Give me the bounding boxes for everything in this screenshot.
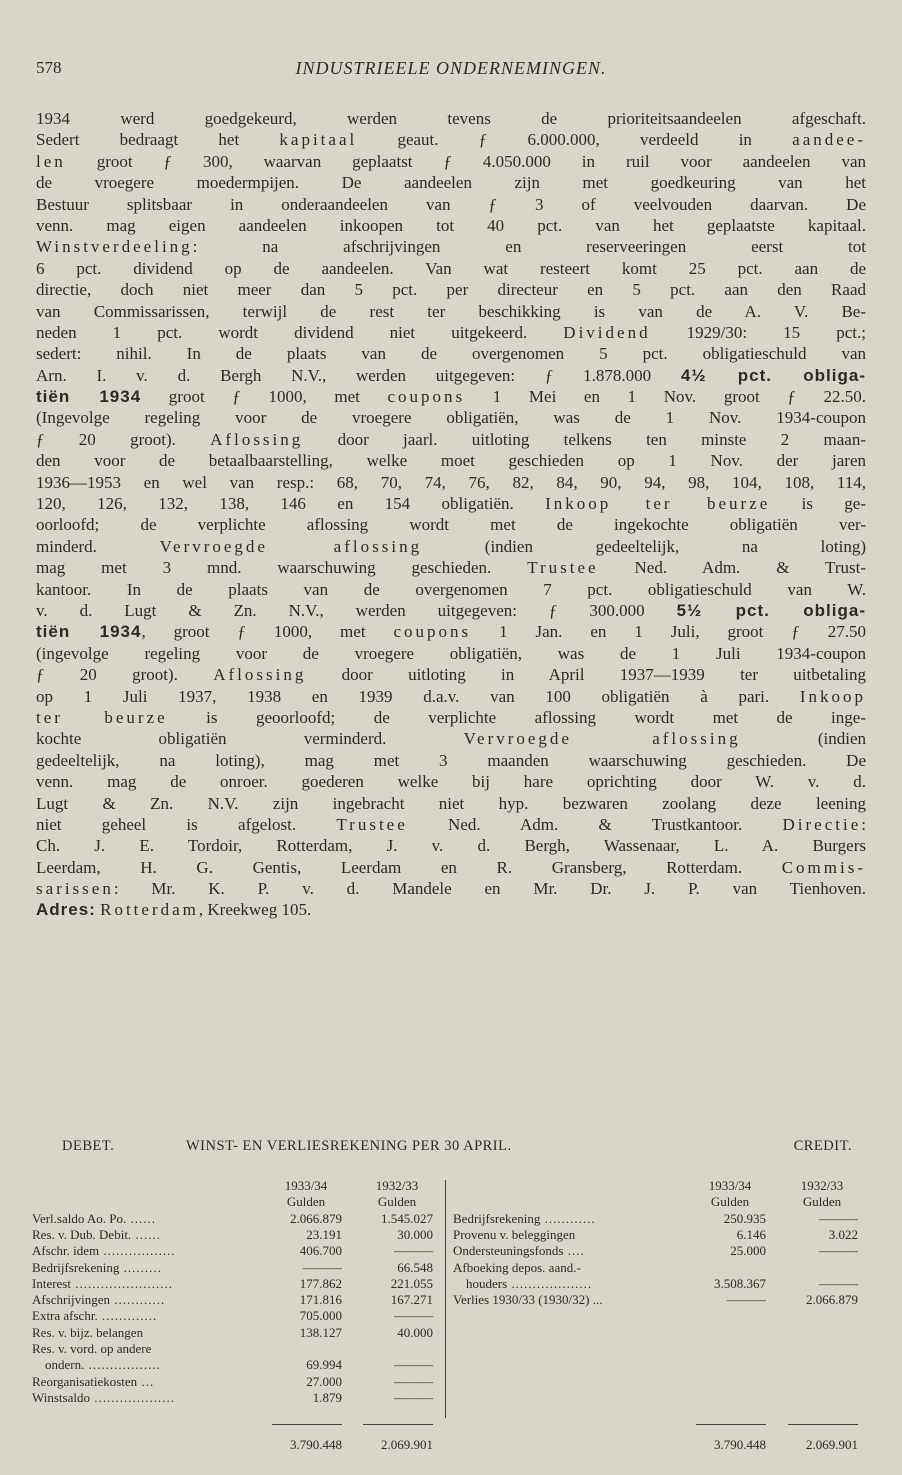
spaced-emphasis-text: Dividend	[563, 322, 651, 342]
credit-total-rule-current	[696, 1424, 766, 1425]
debit-row-label-text: Afschr. idem	[32, 1243, 100, 1259]
text-line	[36, 728, 866, 749]
text-line	[36, 194, 866, 215]
text-run: geaut. ƒ 6.000.000, verdeeld in	[357, 130, 793, 150]
credit-row-label	[453, 1292, 694, 1308]
text-run: sedert: nihil. In de plaats van de overgenomen 5 pct. obligatieschuld van	[36, 344, 866, 364]
bold-heading-text: 5½ pct. obliga-	[676, 600, 866, 620]
debit-row-label-text: Res. v. Dub. Debit.	[32, 1226, 132, 1242]
text-run: gedeeltelijk, na loting), mag met 3 maanden waarschuwing geschieden. De	[36, 750, 866, 770]
text-run: 1934 werd goedgekeurd, werden tevens de prioriteitsaandeelen afgeschaft.	[36, 109, 866, 128]
debit-row-label-text: Res. v. vord. op andere	[32, 1341, 152, 1356]
text-run: Arn. I. v. d. Bergh N.V., werden uitgegeven: ƒ 1.878.000	[36, 365, 681, 385]
debit-row-label-text: Bedrijfsrekening	[32, 1259, 120, 1275]
spaced-emphasis-text: ter beurze	[36, 707, 168, 727]
text-line	[36, 322, 866, 343]
text-line	[36, 621, 866, 642]
debit-value-previous: 40.000	[397, 1324, 433, 1340]
text-run: venn. mag de onroer. goederen welke bij hare oprichting door W. v. d.	[36, 772, 866, 792]
text-line	[36, 279, 866, 300]
debit-row-label	[32, 1227, 270, 1243]
text-line	[36, 514, 866, 535]
leader-dots: ...................	[507, 1275, 593, 1291]
spaced-emphasis-text: Aflossing	[210, 429, 304, 449]
statement-title: WINST- EN VERLIESREKENING PER 30 APRIL.	[186, 1138, 512, 1154]
credit-row-label	[453, 1211, 694, 1227]
spaced-emphasis-text: Winstverdeeling	[36, 237, 193, 257]
debit-row-label-text: Reorganisatiekosten	[32, 1373, 138, 1389]
text-run: mag met 3 mnd. waarschuwing geschieden.	[36, 558, 528, 578]
leader-dots: ............	[540, 1210, 596, 1226]
text-line	[36, 857, 866, 878]
text-line	[36, 835, 866, 856]
credit-total-rule-previous	[788, 1424, 858, 1425]
debit-value-current: 171.816	[299, 1292, 342, 1308]
text-run: , groot ƒ 1000, met	[141, 622, 394, 642]
text-run: ƒ 20 groot).	[36, 429, 211, 449]
text-line	[36, 579, 866, 600]
text-run: den voor de betaalbaarstelling, welke moet geschieden op 1 Nov. der jaren	[36, 451, 866, 471]
text-line	[36, 750, 866, 771]
leader-dots: ...................	[89, 1389, 175, 1405]
debit-total-current: 3.790.448	[290, 1437, 342, 1452]
debit-label: DEBET.	[62, 1138, 115, 1154]
debit-row-label-text: Verl.saldo Ao. Po.	[32, 1210, 127, 1226]
debit-row-label	[32, 1243, 270, 1259]
leader-dots: ......	[126, 1210, 156, 1226]
text-run: (ingevolge regeling voor de vroegere obligatiën, was de 1 Juli 1934-coupon	[36, 643, 866, 663]
credit-row-label-text: Verlies 1930/33 (1930/32) ...	[453, 1292, 603, 1308]
debit-row-label	[32, 1390, 270, 1406]
text-line	[36, 129, 866, 150]
column-divider	[445, 1180, 446, 1418]
text-run: de vroegere moedermpijen. De aandeelen zijn met goedkeuring van het	[36, 173, 866, 193]
debit-unit-previous: Gulden	[377, 1194, 417, 1210]
text-run: ƒ 20 groot).	[36, 665, 214, 685]
spaced-emphasis-text: aandee-	[792, 130, 866, 150]
credit-row-label-text: houders	[453, 1275, 508, 1291]
leader-dots: ............	[109, 1292, 166, 1308]
text-run: oorloofd; de verplichte aflossing wordt met de ingekochte obligatiën ver-	[36, 515, 866, 535]
debit-row-label	[32, 1292, 270, 1308]
text-run: 120, 126, 132, 138, 146 en 154 obligatiën.	[36, 494, 546, 514]
bold-heading-text: tiën 1934	[36, 622, 142, 642]
spaced-emphasis-text: Commis-	[781, 857, 866, 877]
spaced-emphasis-text: Directie	[782, 814, 862, 834]
debit-value-current: 2.066.879	[290, 1210, 342, 1226]
debit-total-rule-current	[272, 1424, 342, 1425]
text-run: Ned. Adm. & Trust-	[598, 558, 866, 578]
text-line	[36, 771, 866, 792]
text-line	[36, 557, 866, 578]
credit-row-label-text: Ondersteuningsfonds	[453, 1243, 564, 1259]
debit-row-label-text: ondern.	[32, 1357, 85, 1373]
bold-heading-text: tiën 1934	[36, 387, 142, 407]
spaced-emphasis-text: Inkoop ter beurze	[545, 494, 771, 514]
credit-value-current: 25.000	[730, 1243, 766, 1259]
credit-value-previous: ———	[819, 1275, 858, 1291]
leader-dots: .........	[119, 1259, 162, 1275]
debit-value-previous: 221.055	[390, 1275, 433, 1291]
spaced-emphasis-text: Trustee	[336, 814, 408, 834]
text-run: groot ƒ 300, waarvan geplaatst ƒ 4.050.000 in ruil voor aandeelen van	[65, 151, 866, 171]
text-line	[36, 536, 866, 557]
text-run: niet geheel is afgelost.	[36, 814, 337, 834]
debit-value-previous: ———	[394, 1357, 433, 1373]
text-line	[36, 386, 866, 407]
credit-value-previous: 3.022	[828, 1226, 858, 1242]
debit-row-label	[32, 1374, 270, 1390]
debit-unit-current: Gulden	[286, 1194, 326, 1210]
text-run: is geoorloofd; de verplichte aflossing wordt met de inge-	[167, 707, 866, 727]
debit-row-label	[32, 1357, 270, 1373]
text-line	[36, 899, 866, 920]
debit-row-label-text: Interest	[32, 1275, 71, 1291]
statement-title-row	[62, 1138, 852, 1160]
text-run: minderd.	[36, 536, 160, 556]
leader-dots: ......	[131, 1226, 161, 1242]
text-run: 1929/30: 15 pct.;	[650, 322, 866, 342]
text-line	[36, 365, 866, 386]
spaced-emphasis-text: Inkoop	[799, 686, 866, 706]
leader-dots: .............	[97, 1308, 158, 1324]
text-run: 1 Mei en 1 Nov. groot ƒ 22.50.	[465, 387, 866, 407]
spaced-emphasis-text: Vervroegde aflossing	[463, 729, 741, 749]
text-run: v. d. Lugt & Zn. N.V., werden uitgegeven: ƒ 300.000	[36, 600, 677, 620]
leader-dots: .......................	[70, 1275, 173, 1291]
running-title: INDUSTRIEELE ONDERNEMINGEN.	[295, 58, 607, 78]
text-run: Leerdam, H. G. Gentis, Leerdam en R. Gransberg, Rotterdam.	[36, 857, 782, 877]
text-line	[36, 707, 866, 728]
text-run: van Commissarissen, terwijl de rest ter beschikking is van de A. V. Be-	[36, 301, 866, 321]
credit-label: CREDIT.	[793, 1138, 852, 1154]
debit-value-current: 1.879	[312, 1389, 342, 1405]
credit-row-label-text: Afboeking depos. aand.-	[453, 1259, 581, 1275]
text-line	[36, 258, 866, 279]
debit-value-previous: ———	[394, 1389, 433, 1405]
text-run: : na afschrijvingen en reserveeringen eerst tot	[192, 237, 866, 257]
text-line	[36, 878, 866, 899]
spaced-emphasis-text: sarissen	[36, 879, 114, 899]
debit-value-previous: ———	[394, 1373, 433, 1389]
text-run: Lugt & Zn. N.V. zijn ingebracht niet hyp. bezwaren zoolang deze leening	[36, 793, 866, 813]
text-run: kochte obligatiën verminderd.	[36, 729, 464, 749]
text-run: op 1 Juli 1937, 1938 en 1939 d.a.v. van 100 obligatiën à pari.	[36, 686, 800, 706]
credit-unit-current: Gulden	[710, 1194, 750, 1210]
debit-row-label-text: Afschrijvingen	[32, 1292, 110, 1308]
text-line	[36, 215, 866, 236]
credit-value-previous: ———	[819, 1243, 858, 1259]
leader-dots: ...	[137, 1373, 155, 1389]
text-line	[36, 493, 866, 514]
text-run: door jaarl. uitloting telkens ten minste 2 maan-	[303, 429, 866, 449]
debit-total-previous: 2.069.901	[381, 1437, 433, 1452]
text-run: Bestuur splitsbaar in onderaandeelen van ƒ 3 of veelvouden daarvan. De	[36, 194, 866, 214]
leader-dots: .................	[84, 1357, 161, 1373]
credit-year-current: 1933/34	[708, 1178, 752, 1193]
debit-row-label-text: Res. v. bijz. belangen	[32, 1324, 144, 1340]
text-run: : Mr. K. P. v. d. Mandele en Mr. Dr. J. P. van Tienhoven.	[113, 879, 866, 899]
debit-value-previous: 66.548	[397, 1259, 433, 1275]
credit-row-label	[453, 1243, 694, 1259]
text-line	[36, 172, 866, 193]
spaced-emphasis-text: kapitaal	[279, 130, 358, 150]
spaced-emphasis-text: Vervroegde aflossing	[159, 536, 423, 556]
text-line	[36, 450, 866, 471]
spaced-emphasis-text: Rotterdam	[100, 900, 199, 920]
debit-value-current: 406.700	[299, 1243, 342, 1259]
credit-row-label-text: Bedrijfsrekening	[453, 1210, 541, 1226]
debit-value-previous: ———	[394, 1243, 433, 1259]
debit-row-label	[32, 1325, 270, 1341]
debit-row-label	[32, 1308, 270, 1324]
text-line	[36, 686, 866, 707]
debit-year-previous: 1932/33	[375, 1178, 419, 1193]
text-run: 1936—1953 en wel van resp.: 68, 70, 74, 76, 82, 84, 90, 94, 98, 104, 108, 114,	[36, 472, 866, 492]
text-run: 1 Jan. en 1 Juli, groot ƒ 27.50	[471, 622, 866, 642]
leader-dots: .................	[99, 1243, 176, 1259]
page-header	[36, 58, 866, 88]
debit-row-label-text: Winstsaldo	[32, 1389, 90, 1405]
credit-row-label	[453, 1227, 694, 1243]
text-line	[36, 643, 866, 664]
text-line	[36, 236, 866, 257]
debit-row-label	[32, 1341, 270, 1357]
bold-heading-text: Adres:	[36, 900, 96, 920]
text-line	[36, 814, 866, 835]
debit-row-label-text: Extra afschr.	[32, 1308, 98, 1324]
debit-value-current: 138.127	[299, 1324, 342, 1340]
text-line	[36, 407, 866, 428]
text-line	[36, 108, 866, 129]
text-line	[36, 429, 866, 450]
spaced-emphasis-text: coupons	[393, 622, 472, 642]
credit-row-label	[453, 1276, 694, 1292]
credit-total-current: 3.790.448	[714, 1437, 766, 1452]
text-run: directie, doch niet meer dan 5 pct. per directeur en 5 pct. aan den Raad	[36, 280, 866, 300]
text-run: groot ƒ 1000, met	[141, 387, 388, 407]
credit-value-previous: 2.066.879	[806, 1292, 858, 1308]
credit-row-label	[453, 1260, 694, 1276]
text-run: 6 pct. dividend op de aandeelen. Van wat resteert komt 25 pct. aan de	[36, 258, 866, 278]
debit-value-previous: 167.271	[390, 1292, 433, 1308]
text-run: :	[861, 814, 866, 834]
text-run: (Ingevolge regeling voor de vroegere obligatiën, was de 1 Nov. 1934-coupon	[36, 408, 866, 428]
company-description-text	[36, 108, 866, 921]
debit-value-previous: 30.000	[397, 1226, 433, 1242]
text-line	[36, 343, 866, 364]
text-line	[36, 600, 866, 621]
credit-row-label-text: Provenu v. beleggingen	[453, 1226, 576, 1242]
leader-dots: ....	[563, 1243, 585, 1259]
text-run: venn. mag eigen aandeelen inkoopen tot 40 pct. van het geplaatste kapitaal.	[36, 215, 866, 235]
text-run: , Kreekweg 105.	[198, 900, 312, 920]
text-run: door uitloting in April 1937—1939 ter uitbetaling	[306, 665, 866, 685]
text-line	[36, 301, 866, 322]
debit-value-current: 705.000	[299, 1308, 342, 1324]
text-run: (indien	[740, 729, 866, 749]
spaced-emphasis-text: Trustee	[527, 558, 599, 578]
spaced-emphasis-text: len	[36, 151, 66, 171]
credit-value-previous: ———	[819, 1210, 858, 1226]
text-run: kantoor. In de plaats van de overgenomen 7 pct. obligatieschuld van W.	[36, 579, 866, 599]
text-line	[36, 793, 866, 814]
debit-value-previous: ———	[394, 1308, 433, 1324]
bold-heading-text: 4½ pct. obliga-	[680, 365, 866, 385]
text-run: Ch. J. E. Tordoir, Rotterdam, J. v. d. Bergh, Wassenaar, L. A. Burgers	[36, 836, 866, 856]
credit-value-current: ———	[727, 1292, 766, 1308]
text-run: Sedert bedraagt het	[36, 130, 280, 150]
credit-value-current: 3.508.367	[714, 1275, 766, 1291]
text-line	[36, 472, 866, 493]
credit-value-current: 250.935	[723, 1210, 766, 1226]
debit-row-label	[32, 1211, 270, 1227]
text-line	[36, 664, 866, 685]
spaced-emphasis-text: Aflossing	[213, 665, 307, 685]
debit-row-label	[32, 1260, 270, 1276]
debit-year-current: 1933/34	[284, 1178, 328, 1193]
debit-value-current: 27.000	[306, 1373, 342, 1389]
spaced-emphasis-text: coupons	[387, 387, 466, 407]
text-run: neden 1 pct. wordt dividend niet uitgekeerd.	[36, 322, 564, 342]
credit-value-current: 6.146	[736, 1226, 766, 1242]
credit-year-previous: 1932/33	[800, 1178, 844, 1193]
debit-value-current: 177.862	[299, 1275, 342, 1291]
debit-value-current: 69.994	[306, 1357, 342, 1373]
debit-row-label	[32, 1276, 270, 1292]
debit-value-previous: 1.545.027	[381, 1210, 433, 1226]
debit-value-current: ———	[303, 1259, 342, 1275]
text-run: is ge-	[770, 494, 866, 514]
credit-unit-previous: Gulden	[802, 1194, 842, 1210]
text-run: (indien gedeeltelijk, na loting)	[422, 536, 866, 556]
text-line	[36, 151, 866, 172]
page-number: 578	[36, 58, 62, 77]
debit-total-rule-previous	[363, 1424, 433, 1425]
debit-value-current: 23.191	[306, 1226, 342, 1242]
text-run: Ned. Adm. & Trustkantoor.	[407, 814, 783, 834]
credit-total-previous: 2.069.901	[806, 1437, 858, 1452]
